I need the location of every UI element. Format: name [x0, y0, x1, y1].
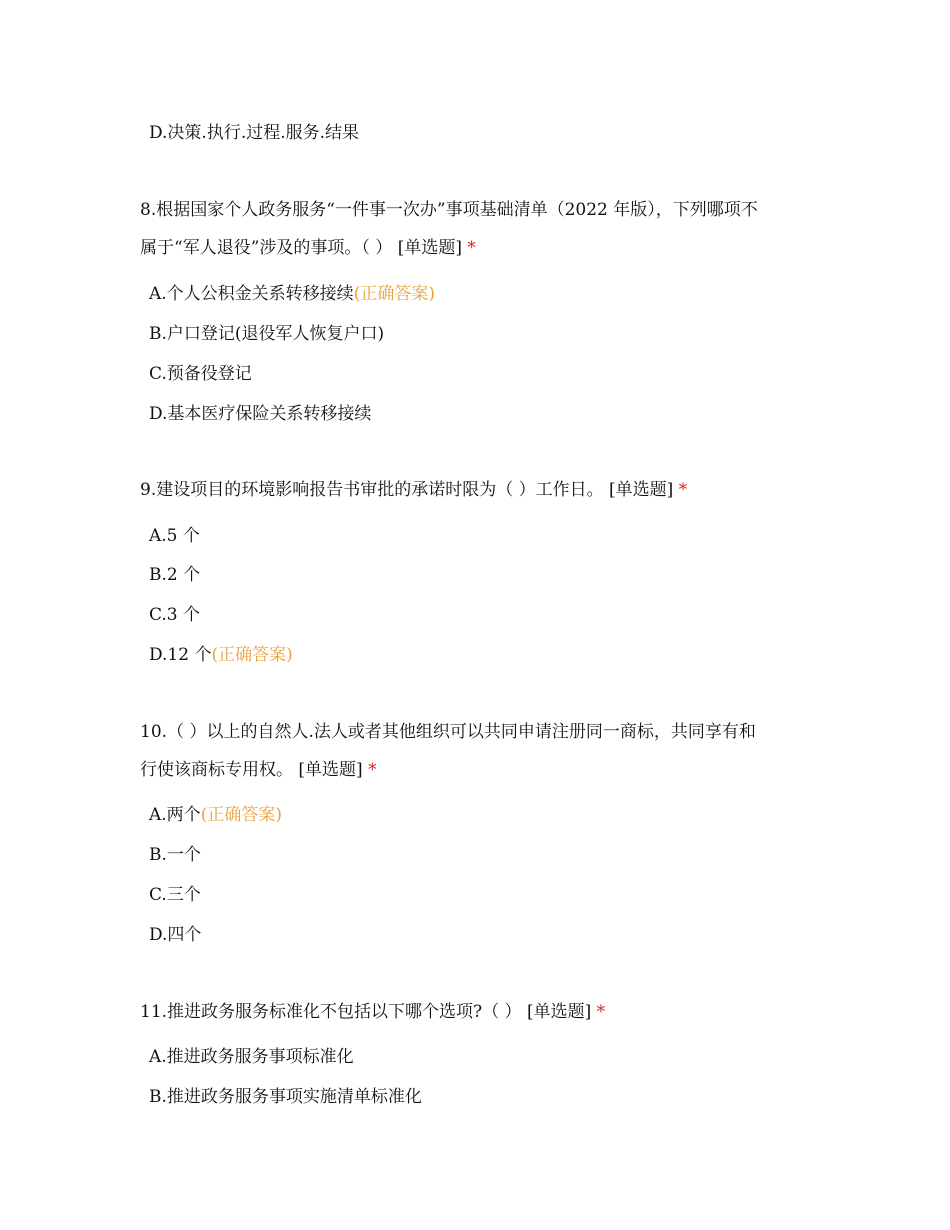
correct-answer-tag: (正确答案) [353, 284, 435, 304]
q8-question-line2 [140, 236, 476, 260]
q9-option-c [149, 604, 200, 626]
option-text: A.5 个 [149, 526, 200, 546]
option-text: D.四个 [149, 925, 202, 945]
q10-option-d [149, 924, 201, 946]
q10-question-line1 [140, 720, 756, 744]
option-text: D.基本医疗保险关系转移接续 [149, 404, 372, 424]
q10-question-line2 [140, 758, 377, 782]
q9-question-line1 [140, 478, 687, 502]
required-asterisk: * [368, 760, 377, 780]
question-text: 9.建设项目的环境影响报告书审批的承诺时限为（ ）工作日。 [单选题] [140, 480, 674, 500]
q11-option-b [149, 1086, 422, 1108]
option-text: B.户口登记(退役军人恢复户口) [149, 324, 385, 344]
option-text: C.预备役登记 [149, 364, 252, 384]
q8-option-a [149, 283, 435, 305]
option-text: D.决策.执行.过程.服务.结果 [149, 123, 360, 143]
question-text: 8.根据国家个人政务服务“一件事一次办”事项基础清单（2022 年版），下列哪项不 [140, 200, 758, 220]
q7-option-d [149, 122, 359, 144]
q10-option-c [149, 884, 201, 906]
q8-question-line1 [140, 198, 758, 222]
question-text: 11.推进政务服务标准化不包括以下哪个选项?（ ） [单选题] [140, 1002, 592, 1022]
option-text: C.三个 [149, 885, 201, 905]
q11-option-a [149, 1046, 354, 1068]
correct-answer-tag: (正确答案) [200, 805, 282, 825]
option-text: B.推进政务服务事项实施清单标准化 [149, 1087, 422, 1107]
required-asterisk: * [467, 238, 476, 258]
q11-question-line1 [140, 1000, 605, 1024]
option-text: D.12 个 [149, 645, 212, 665]
required-asterisk: * [678, 480, 688, 500]
q10-option-b [149, 844, 201, 866]
question-text: 属于“军人退役”涉及的事项。（ ） [单选题] [140, 238, 462, 258]
option-text: B.一个 [149, 845, 201, 865]
required-asterisk: * [596, 1002, 606, 1022]
q10-option-a [149, 804, 282, 826]
option-text: C.3 个 [149, 605, 201, 625]
q9-option-a [149, 525, 200, 547]
question-text: 10.（ ）以上的自然人.法人或者其他组织可以共同申请注册同一商标，共同享有和 [140, 722, 756, 742]
q9-option-d [149, 644, 293, 666]
option-text: B.2 个 [149, 565, 201, 585]
question-text: 行使该商标专用权。 [单选题] [140, 760, 363, 780]
q9-option-b [149, 564, 200, 586]
correct-answer-tag: (正确答案) [211, 645, 293, 665]
option-text: A.个人公积金关系转移接续 [149, 284, 354, 304]
option-text: A.推进政务服务事项标准化 [149, 1047, 354, 1067]
q8-option-b [149, 323, 384, 345]
q8-option-d [149, 403, 371, 425]
q8-option-c [149, 363, 252, 385]
option-text: A.两个 [149, 805, 201, 825]
